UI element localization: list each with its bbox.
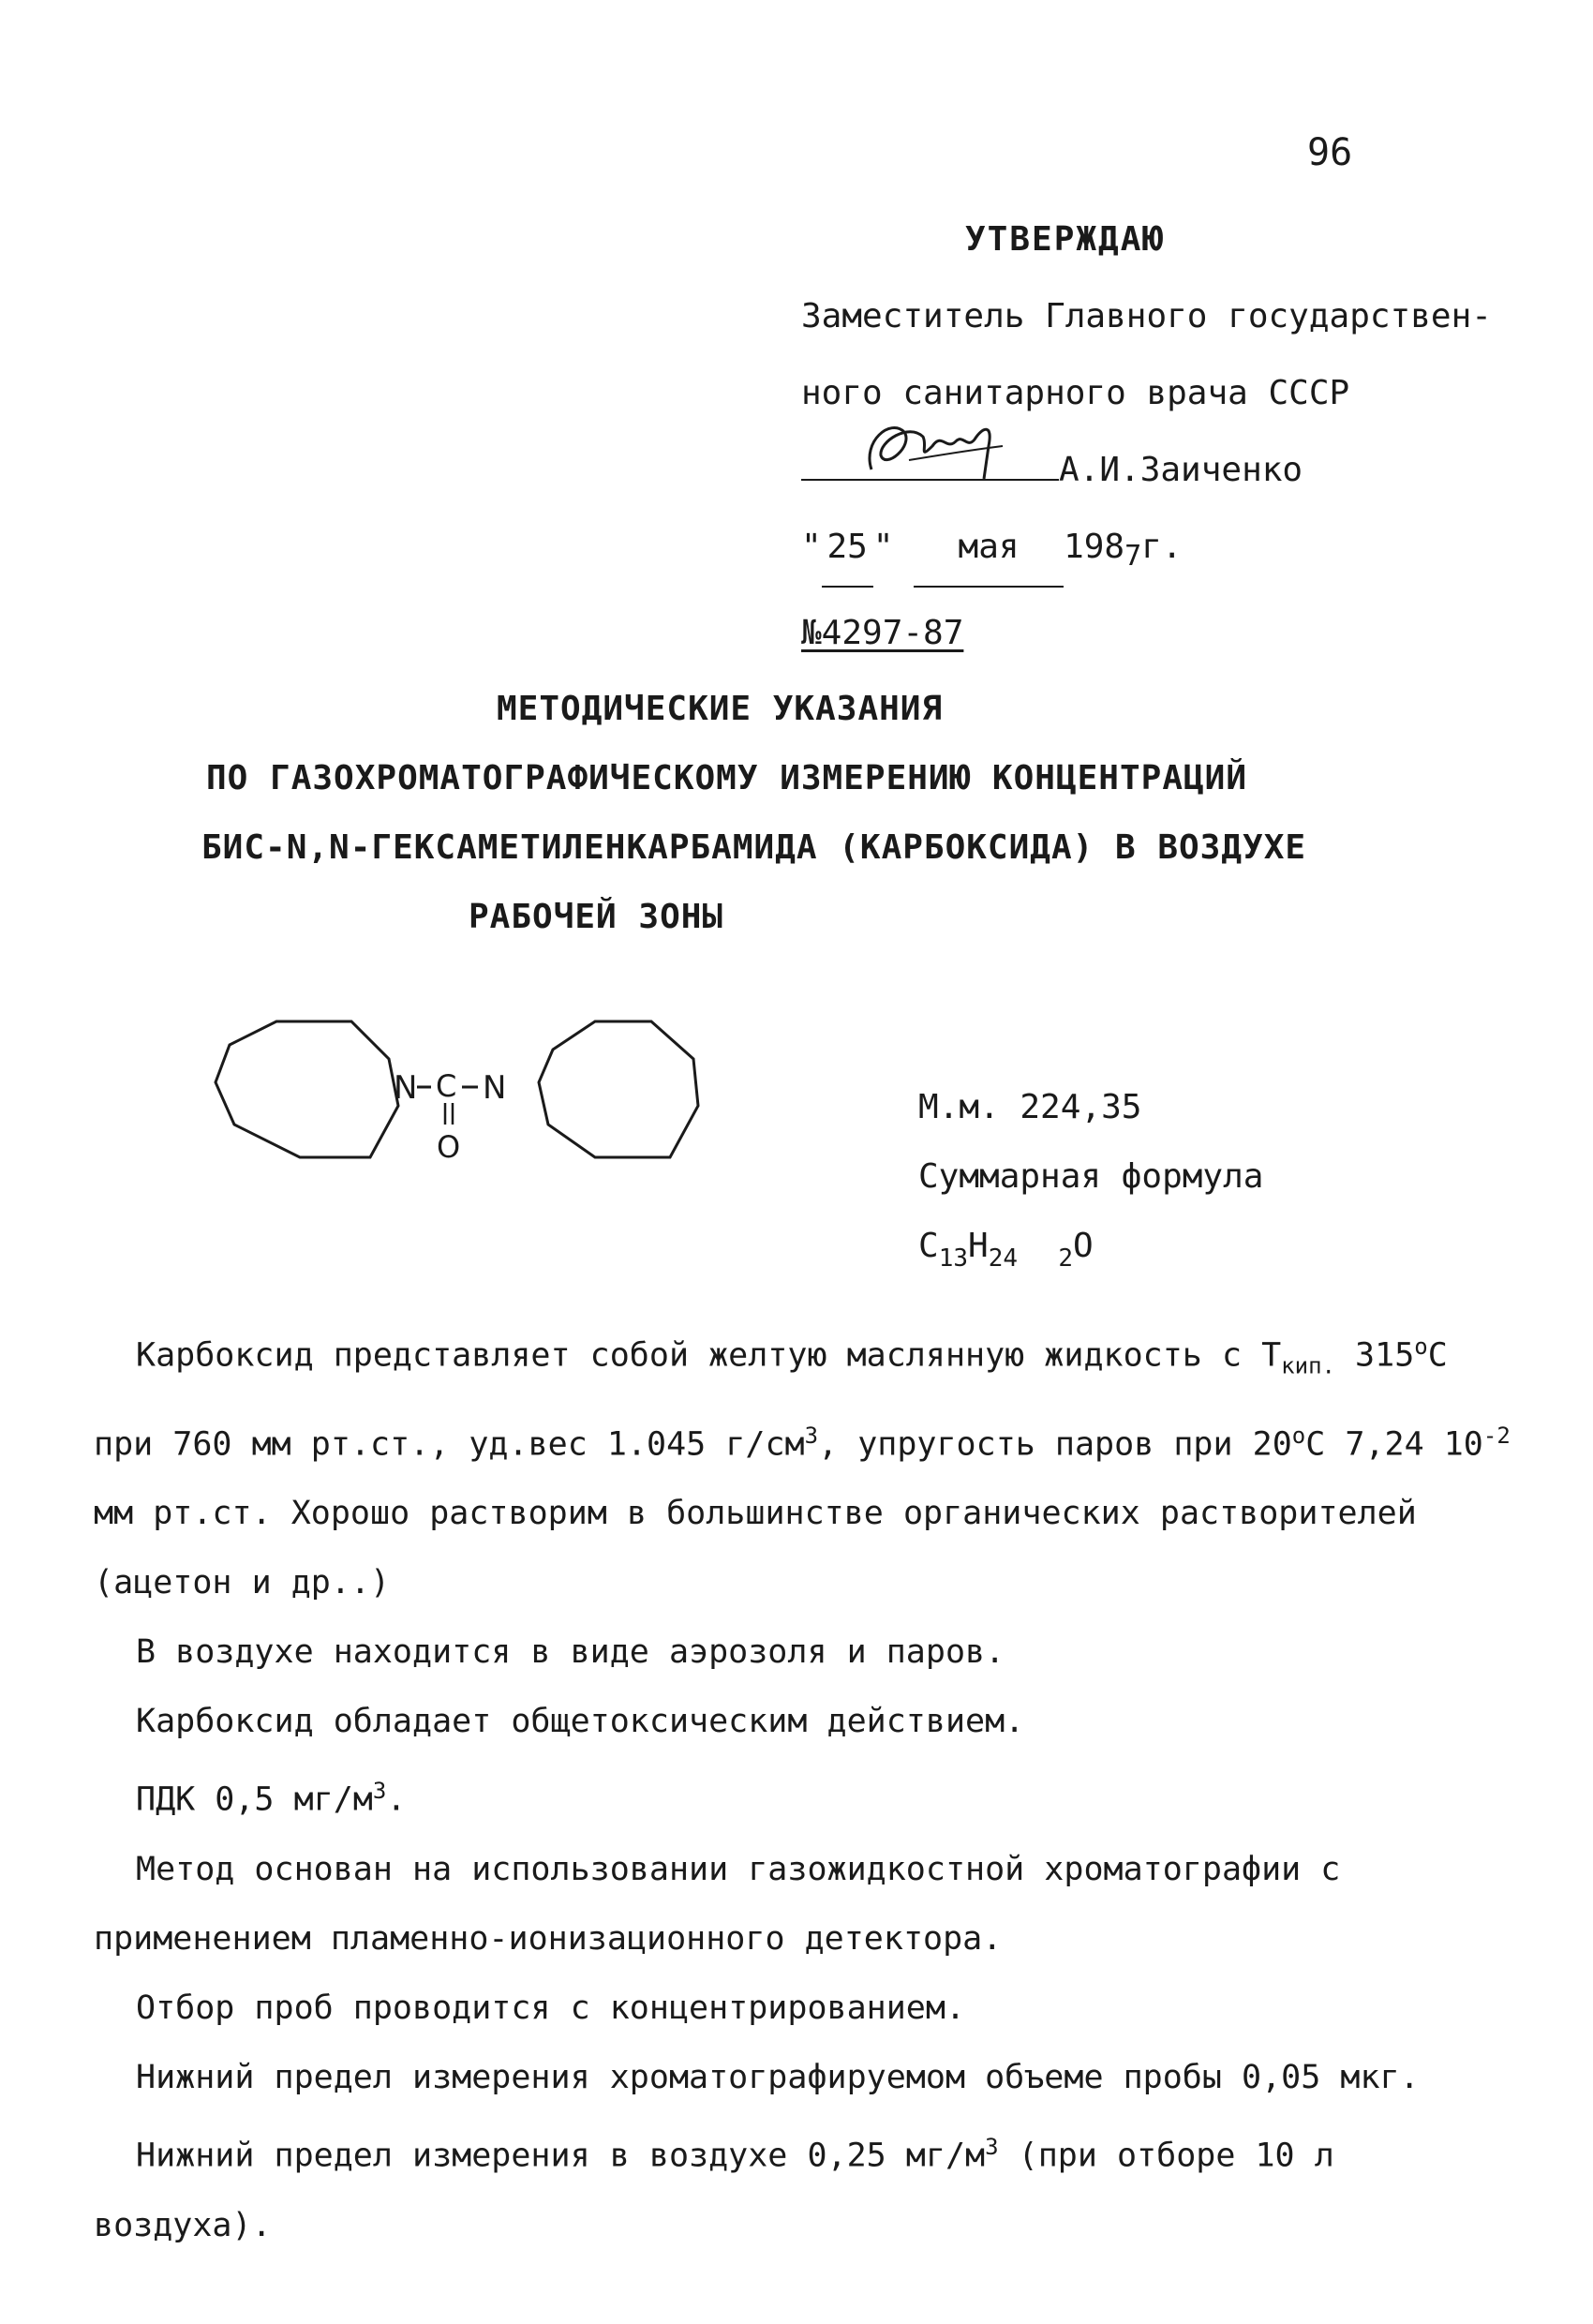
paragraph-limit-volume: Нижний предел измерения хроматографируемом объеме пробы 0,05 мкг.: [136, 2058, 1420, 2096]
date-quote-close: ": [872, 528, 894, 566]
date-day: 25: [822, 509, 873, 588]
summary-formula: [918, 1212, 1263, 1293]
paragraph-sampling: Отбор проб проводится с концентрированием.: [136, 1989, 966, 2027]
p1-sup2: -2: [1482, 1422, 1511, 1449]
formula-c: C: [918, 1227, 939, 1265]
approval-number: №4297-87: [801, 614, 964, 653]
formula-label: Суммарная формула: [918, 1157, 1264, 1196]
approval-position-line1: Заместитель Главного государствен-: [801, 297, 1492, 335]
title-line3: БИС-N,N-ГЕКСАМЕТИЛЕНКАРБАМИДА (КАРБОКСИДА) В ВОЗДУХЕ: [201, 828, 1307, 867]
title-line1: МЕТОДИЧЕСКИЕ УКАЗАНИЯ: [497, 690, 944, 728]
document-title: [0, 675, 1593, 952]
formula-n-sub: 2: [1058, 1244, 1074, 1273]
formula-c-sub: 13: [938, 1244, 968, 1273]
structural-formula: [211, 1017, 717, 1195]
p8-text-a: Нижний предел измерения в воздухе 0,25 мг/м: [136, 2137, 986, 2175]
atom-o: O: [437, 1129, 461, 1165]
p1-text-d: , упругость паров при 20: [818, 1425, 1292, 1464]
formula-h: H: [968, 1227, 989, 1265]
p1-text-c: С при 760 мм рт.ст., уд.вес 1.045 г/см: [94, 1336, 1448, 1464]
p1-degree: о: [1414, 1333, 1428, 1360]
paragraph-state: В воздухе находится в виде аэрозоля и паров.: [136, 1633, 1005, 1672]
title-line2: ПО ГАЗОХРОМАТОГРАФИЧЕСКОМУ ИЗМЕРЕНИЮ КОНЦЕНТРАЦИЙ: [206, 759, 1248, 797]
p8-text-b: (при отборе 10 л воздуха).: [94, 2137, 1334, 2244]
body-text: [94, 1312, 1518, 2260]
right-ring: [539, 1021, 698, 1157]
date-year-prefix: 198: [1064, 528, 1125, 566]
paragraph-limit-air: [94, 2112, 1518, 2260]
p8-sup: 3: [985, 2133, 999, 2160]
paragraph-mac: [94, 1756, 1518, 1835]
p1-text-f: мм рт.ст. Хорошо растворим в большинстве органических растворителей (ацетон и др..): [94, 1495, 1417, 1602]
p1-degree2: о: [1291, 1422, 1306, 1449]
date-quote-open: ": [801, 528, 822, 566]
paragraph-properties: [94, 1312, 1518, 1617]
p1-sub: кип.: [1281, 1352, 1335, 1379]
handwritten-signature: [853, 404, 1021, 488]
approval-name: А.И.Заиченко: [1059, 451, 1303, 489]
p4-text-a: ПДК 0,5 мг/м: [136, 1780, 373, 1819]
date-year-digit: 7: [1124, 540, 1142, 574]
paragraph-toxicity: Карбоксид обладает общетоксическим действием.: [136, 1703, 1025, 1741]
atom-n-left: N: [394, 1069, 418, 1107]
approval-block: [801, 201, 1492, 672]
approval-heading: УТВЕРЖДАЮ: [965, 220, 1166, 259]
p4-sup: 3: [372, 1778, 387, 1805]
approval-signature-row: [801, 432, 1492, 509]
date-year-suffix: г.: [1141, 528, 1183, 566]
atom-n-right: N: [483, 1069, 507, 1107]
atom-c: C: [436, 1068, 457, 1104]
p1-text-a: Карбоксид представляет собой желтую маслянную жидкость с Т: [136, 1336, 1282, 1375]
title-line4: РАБОЧЕЙ ЗОНЫ: [469, 898, 724, 936]
approval-position-line2: ного санитарного врача СССР: [801, 374, 1350, 412]
p1-text-b: 315: [1355, 1336, 1415, 1375]
p4-text-b: .: [386, 1780, 407, 1819]
molecular-weight: М.м. 224,35: [918, 1088, 1142, 1126]
approval-date: [801, 509, 1492, 595]
formula-h-sub: 24: [988, 1244, 1018, 1273]
signature-line: [801, 441, 1059, 481]
left-ring: [216, 1021, 398, 1157]
properties-block: [918, 1073, 1263, 1293]
page-number: 96: [1307, 131, 1353, 174]
paragraph-method: Метод основан на использовании газожидкостной хроматографии с применением пламенно-ионизационного детектора.: [94, 1850, 1341, 1958]
date-month: мая: [914, 509, 1064, 588]
p1-sup: 3: [804, 1422, 819, 1449]
p1-text-e: С 7,24 10: [1305, 1425, 1483, 1464]
formula-o: O: [1073, 1227, 1094, 1265]
